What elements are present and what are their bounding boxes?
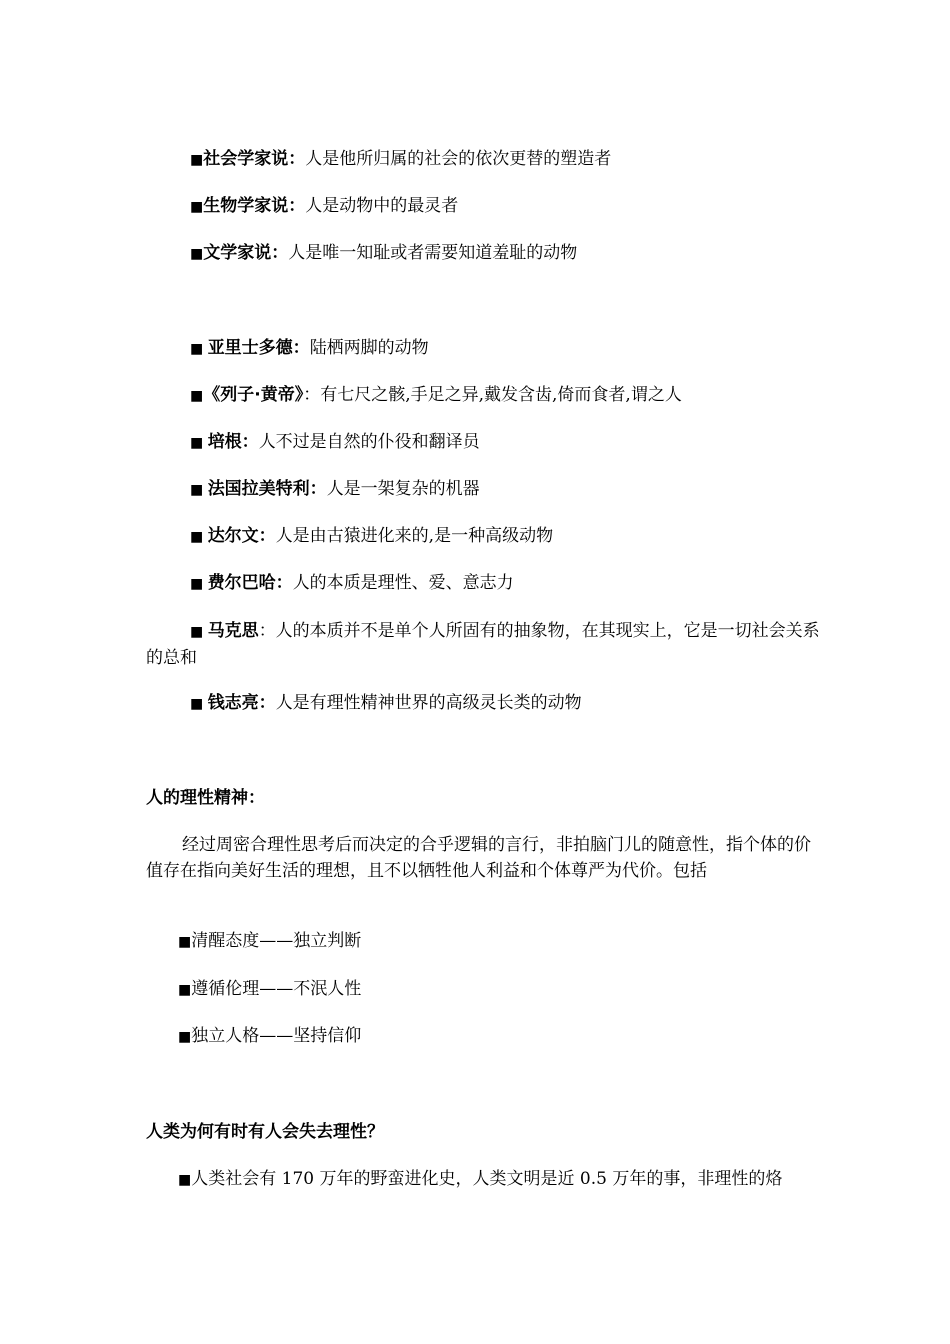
bullet-square-icon: ■ xyxy=(190,388,204,404)
bullet-square-icon: ■ xyxy=(178,934,192,950)
quote-item xyxy=(146,523,820,550)
bullet-square-icon: ■ xyxy=(178,982,192,998)
quote-item xyxy=(146,618,820,671)
quote-text: 陆栖两脚的动物 xyxy=(309,338,429,358)
quote-text: 人是一架复杂的机器 xyxy=(326,479,480,499)
quote-item xyxy=(146,382,820,409)
list-item xyxy=(146,928,820,955)
list-item-text: 清醒态度——独立判断 xyxy=(191,931,362,951)
section-heading: 人的理性精神： xyxy=(146,788,265,808)
quote-text: 人的本质是理性、爱、意志力 xyxy=(292,573,514,593)
quote-author: 费尔巴哈： xyxy=(207,573,293,593)
quote-text: 人不过是自然的仆役和翻译员 xyxy=(258,432,480,452)
quote-item xyxy=(146,429,820,456)
quote-text: 人是由古猿进化来的,是一种高级动物 xyxy=(275,526,554,546)
quote-text: ：人的本质并不是单个人所固有的抽象物，在其现实上，它是一切社会关系的总和 xyxy=(146,621,820,668)
bullet-square-icon: ■ xyxy=(190,199,204,215)
bullet-square-icon: ■ xyxy=(190,529,208,545)
definition-item xyxy=(146,193,820,220)
quote-author: 培根： xyxy=(207,432,259,452)
bullet-square-icon: ■ xyxy=(190,624,208,640)
quote-text: 人是有理性精神世界的高级灵长类的动物 xyxy=(275,693,582,713)
quote-text: ：有七尺之骸,手足之异,戴发含齿,倚而食者,谓之人 xyxy=(303,385,682,405)
list-item xyxy=(146,976,820,1003)
quote-author: 亚里士多德： xyxy=(207,338,310,358)
quote-item xyxy=(146,690,820,717)
quote-author: 《列子·黄帝》 xyxy=(203,385,304,405)
quote-author: 钱志亮： xyxy=(207,693,276,713)
definition-item xyxy=(146,146,820,173)
bullet-square-icon: ■ xyxy=(190,152,204,168)
section-heading: 人类为何有时有人会失去理性？ xyxy=(146,1122,384,1142)
bullet-square-icon: ■ xyxy=(190,246,204,262)
list-item-text: 独立人格——坚持信仰 xyxy=(191,1026,362,1046)
quote-author: 法国拉美特利： xyxy=(207,479,327,499)
definition-term: 生物学家说： xyxy=(203,196,306,216)
bullet-square-icon: ■ xyxy=(190,576,208,592)
definition-term: 社会学家说： xyxy=(203,149,306,169)
bullet-square-icon: ■ xyxy=(190,482,208,498)
definition-item xyxy=(146,240,820,267)
quote-author: 达尔文： xyxy=(207,526,276,546)
bullet-square-icon: ■ xyxy=(178,1029,192,1045)
quote-author: 马克思 xyxy=(207,621,259,641)
list-item-text: 人类社会有 170 万年的野蛮进化史，人类文明是近 0.5 万年的事，非理性的烙 xyxy=(191,1169,783,1189)
definition-term: 文学家说： xyxy=(203,243,289,263)
quote-item xyxy=(146,335,820,362)
quote-item xyxy=(146,476,820,503)
bullet-square-icon: ■ xyxy=(178,1172,192,1188)
definition-text: 人是动物中的最灵者 xyxy=(305,196,459,216)
list-item xyxy=(146,1023,820,1050)
section-paragraph: 经过周密合理性思考后而决定的合乎逻辑的言行，非拍脑门儿的随意性，指个体的价值存在指向美好生活的理想，且不以牺牲他人利益和个体尊严为代价。包括 xyxy=(146,835,811,881)
list-item xyxy=(146,1166,820,1193)
bullet-square-icon: ■ xyxy=(190,696,208,712)
quote-item xyxy=(146,570,820,597)
definition-text: 人是唯一知耻或者需要知道羞耻的动物 xyxy=(288,243,578,263)
bullet-square-icon: ■ xyxy=(190,341,208,357)
definition-text: 人是他所归属的社会的依次更替的塑造者 xyxy=(305,149,612,169)
bullet-square-icon: ■ xyxy=(190,435,208,451)
list-item-text: 遵循伦理——不泯人性 xyxy=(191,979,362,999)
